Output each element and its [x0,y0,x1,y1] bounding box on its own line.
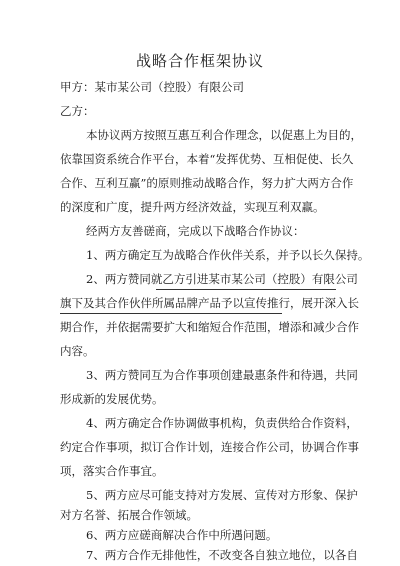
intro-line-4: 的深度和广度，提升两方经济效益，实现互利双赢。 [60,200,325,214]
clause-line: 内容。 [60,344,95,358]
clause-line: 4、两方确定合作协调做事机构，负责供给合作资料， [86,416,358,430]
clause-line: 3、两方赞同互为合作事项创建最惠条件和待遇，共同 [86,368,358,382]
clause-line: 期合作，并依据需要扩大和缩短合作范围，增添和减少合作 [60,320,359,334]
clause-line: 项，落实合作事宜。 [60,464,164,478]
underline-rule [60,313,282,314]
clause-line: 约定合作事项，拟订合作计划，连接合作公司，协调合作事 [60,440,359,454]
intro-line-2: 依靠国资系统合作平台，本着“发挥优势、互相促使、长久 [60,152,354,166]
clause-line: 形成新的发展优势。 [60,392,164,406]
intro-line-3: 合作、互利互赢”的原则推动战略合作，努力扩大两方合作 [60,176,354,190]
clause-line: 对方名誉、拓展合作领域。 [60,508,198,522]
clause-line: 2、两方赞同就乙方引进某市某公司（控股）有限公司 [86,272,358,286]
party-b-line: 乙方： [60,104,95,118]
clause-line: 6、两方应磋商解决合作中所遇问题。 [86,528,278,542]
clause-line: 5、两方应尽可能支持对方发展、宣传对方形象、保护 [86,488,358,502]
lead-line: 经两方友善磋商，完成以下战略合作协议： [86,224,305,238]
clause-line: 旗下及其合作伙伴所属品牌产品予以宣传推行，展开深入长 [60,296,359,310]
clause-line: 1、两方确定互为战略合作伙伴关系，并予以长久保持。 [86,248,370,262]
document-title: 战略合作框架协议 [135,52,264,70]
intro-line-1: 本协议两方按照互惠互利合作理念，以促惠上为目的， [86,128,362,142]
underline-rule [156,289,336,290]
clause-line: 7、两方合作无排他性，不改变各自独立地位，以各自 [86,548,358,562]
party-a-line: 甲方：某市某公司（控股）有限公司 [60,80,244,94]
